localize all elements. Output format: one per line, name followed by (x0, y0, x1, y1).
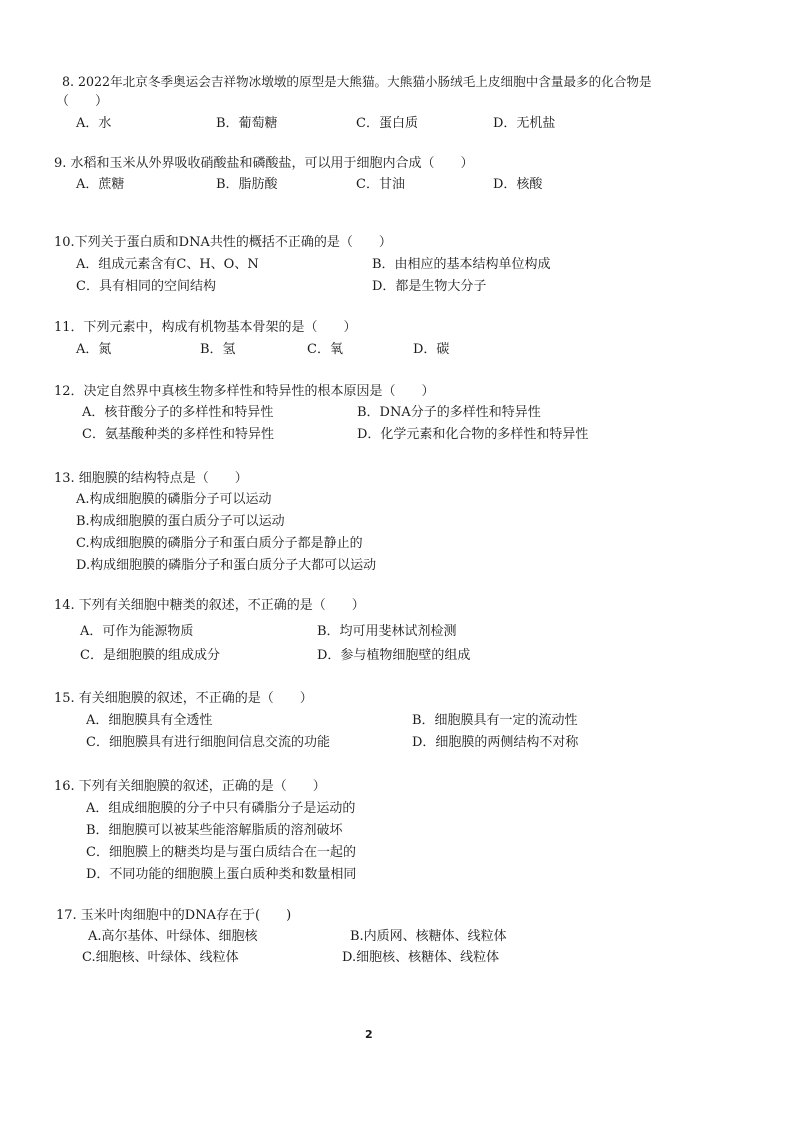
question-13-stem: 13. 细胞膜的结构特点是（ ） (54, 471, 248, 486)
question-8-option-b: B．葡萄糖 (216, 116, 278, 131)
page-number: 2 (365, 1028, 373, 1041)
question-10-option-b: B．由相应的基本结构单位构成 (372, 257, 551, 272)
question-11-option-d: D．碳 (413, 342, 450, 357)
question-8-option-c: C．蛋白质 (356, 116, 418, 131)
question-16-option-a: A．组成细胞膜的分子中只有磷脂分子是运动的 (86, 801, 356, 816)
question-12-option-a: A．核苷酸分子的多样性和特异性 (82, 405, 274, 420)
question-15-option-c: C．细胞膜具有进行细胞间信息交流的功能 (86, 735, 330, 750)
question-11-option-c: C．氧 (307, 342, 343, 357)
question-14-option-b: B．均可用斐林试剂检测 (317, 624, 457, 639)
question-16-stem: 16. 下列有关细胞膜的叙述，正确的是（ ） (54, 779, 326, 794)
question-10-stem: 10.下列关于蛋白质和DNA共性的概括不正确的是（ ） (54, 235, 392, 250)
question-17-option-d: D.细胞核、核糖体、线粒体 (342, 950, 500, 965)
question-14-option-c: C．是细胞膜的组成成分 (80, 648, 220, 663)
question-16-option-d: D．不同功能的细胞膜上蛋白质种类和数量相同 (86, 867, 357, 882)
question-8-answer-blank: （ ） (56, 94, 109, 109)
question-9-option-b: B．脂肪酸 (216, 177, 278, 192)
question-15-option-b: B．细胞膜具有一定的流动性 (412, 713, 578, 728)
question-14-option-a: A．可作为能源物质 (80, 624, 194, 639)
question-9-option-a: A．蔗糖 (76, 177, 125, 192)
question-15-option-a: A．细胞膜具有全透性 (86, 713, 213, 728)
question-16-option-b: B．细胞膜可以被某些能溶解脂质的溶剂破坏 (86, 823, 343, 838)
question-11-option-b: B．氢 (200, 342, 236, 357)
question-14-stem: 14. 下列有关细胞中糖类的叙述，不正确的是（ ） (54, 598, 365, 613)
question-17-stem: 17. 玉米叶肉细胞中的DNA存在于( ) (56, 908, 292, 923)
question-10-option-d: D．都是生物大分子 (372, 279, 487, 294)
question-8-option-d: D．无机盐 (493, 116, 556, 131)
question-17-option-c: C.细胞核、叶绿体、线粒体 (82, 950, 239, 965)
question-16-option-c: C．细胞膜上的糖类均是与蛋白质结合在一起的 (86, 845, 356, 860)
question-12-option-b: B．DNA分子的多样性和特异性 (357, 405, 541, 420)
question-13-option-a: A.构成细胞膜的磷脂分子可以运动 (76, 492, 272, 507)
question-12-option-c: C．氨基酸种类的多样性和特异性 (82, 427, 274, 442)
question-10-option-a: A．组成元素含有C、H、O、N (76, 257, 259, 272)
question-13-option-b: B.构成细胞膜的蛋白质分子可以运动 (76, 514, 285, 529)
question-15-option-d: D．细胞膜的两侧结构不对称 (412, 735, 579, 750)
question-11-option-a: A．氮 (76, 342, 112, 357)
question-11-stem: 11．下列元素中，构成有机物基本骨架的是（ ） (54, 320, 357, 335)
question-15-stem: 15. 有关细胞膜的叙述，不正确的是（ ） (54, 691, 313, 706)
question-13-option-c: C.构成细胞膜的磷脂分子和蛋白质分子都是静止的 (76, 536, 363, 551)
question-12-option-d: D．化学元素和化合物的多样性和特异性 (357, 427, 589, 442)
question-14-option-d: D．参与植物细胞壁的组成 (317, 648, 471, 663)
question-10-option-c: C．具有相同的空间结构 (76, 279, 216, 294)
question-12-stem: 12．决定自然界中真核生物多样性和特异性的根本原因是（ ） (54, 384, 435, 399)
question-9-option-d: D．核酸 (493, 177, 543, 192)
question-9-option-c: C．甘油 (356, 177, 405, 192)
question-13-option-d: D.构成细胞膜的磷脂分子和蛋白质分子大都可以运动 (76, 558, 377, 573)
question-17-option-a: A.高尔基体、叶绿体、细胞核 (88, 929, 258, 944)
question-8-stem: 8. 2022年北京冬季奥运会吉祥物冰墩墩的原型是大熊猫。大熊猫小肠绒毛上皮细胞中含量最多的化合物是 (62, 74, 652, 89)
question-9-stem: 9. 水稻和玉米从外界吸收硝酸盐和磷酸盐，可以用于细胞内合成（ ） (54, 156, 474, 171)
question-17-option-b: B.内质网、核糖体、线粒体 (350, 929, 507, 944)
question-8-option-a: A．水 (76, 116, 112, 131)
